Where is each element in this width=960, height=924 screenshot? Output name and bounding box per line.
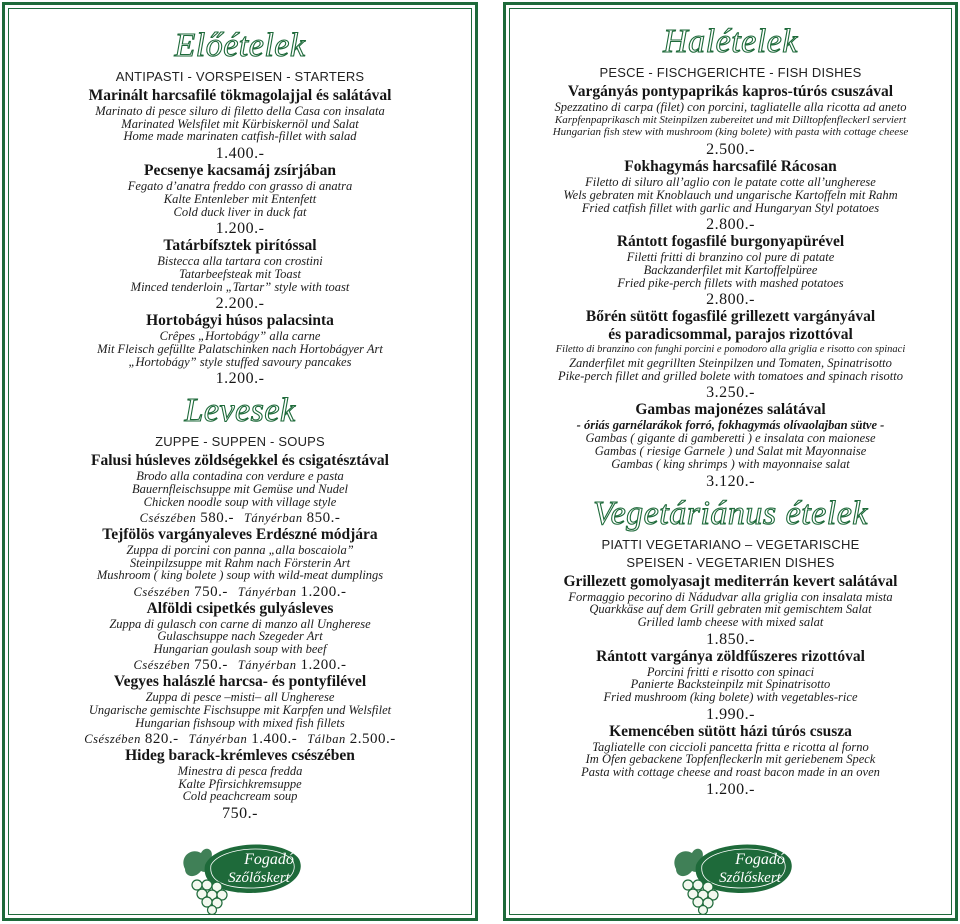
logo-text-line1: Fogadó [244, 851, 294, 868]
price-option [84, 730, 178, 747]
dish-description: Karpfenpaprikasch mit Steinpilzen zubereitet und mit Dilltopfenfleckerl serviert [554, 113, 907, 126]
dish-description: Marinated Welsfilet mit Kürbiskernöl und Salat [121, 116, 359, 131]
price-option [244, 509, 340, 526]
menu-item [516, 233, 945, 308]
price-option [140, 509, 234, 526]
dish-description: Pasta with cottage cheese and roast bacon made in an oven [581, 765, 880, 780]
menu-section [516, 492, 945, 798]
dish-description: Chicken noodle soup with village style [143, 494, 337, 509]
price-option [134, 583, 228, 600]
menu-section [15, 389, 465, 822]
menu-panel-left [2, 2, 478, 921]
menu-item [516, 83, 945, 158]
menu-item [516, 158, 945, 233]
price-value: 2.500.- [349, 730, 396, 747]
dish-description: Quarkkäse auf dem Grill gebraten mit gemischtem Salat [589, 602, 872, 617]
section-subtitle: PIATTI VEGETARIANO – VEGETARISCHE [601, 536, 860, 552]
dish-name: Hideg barack-krémleves csészében [125, 746, 355, 764]
dish-description: Im Ofen gebackene Topfenfleckerln mit geriebenem Speck [585, 752, 876, 767]
price-option [189, 730, 298, 747]
dish-description: Kalte Entenleber mit Entenfett [163, 191, 317, 206]
dish-name: Bőrén sütött fogasfilé grillezett vargányával [585, 308, 876, 326]
dish-description: „Hortobágy” style stuffed savoury pancakes [128, 354, 352, 369]
menu-item [15, 600, 465, 674]
dish-price: 1.400.- [215, 145, 265, 163]
dish-description: Gulaschsuppe nach Szegeder Art [157, 629, 323, 644]
dish-description: Mit Fleisch gefüllte Palatschinken nach Hortobágyer Art [97, 342, 383, 357]
dish-description: Cold duck liver in duck fat [173, 204, 307, 219]
dish-description: Gambas ( gigante di gamberetti ) e insalata con maionese [585, 431, 876, 446]
price-option [134, 656, 228, 673]
dish-description: Ungarische gemischte Fischsuppe mit Karpfen und Welsfilet [88, 702, 392, 717]
menu-section [516, 20, 945, 490]
dish-description: Bistecca alla tartara con crostini [157, 254, 323, 269]
price-value: 850.- [306, 510, 341, 527]
price-label: Csészében [139, 511, 197, 526]
panel-content [516, 20, 945, 798]
dish-name: Rántott fogasfilé burgonyapürével [616, 233, 845, 251]
price-value: 1.400.- [251, 730, 298, 747]
logo-text-line2: Szőlőskert [228, 870, 290, 886]
dish-price: 3.250.- [706, 384, 755, 402]
dish-name: Falusi húsleves zöldségekkel és csigatésztával [91, 452, 389, 470]
dish-description: Fried pike-perch fillets with mashed potatoes [617, 275, 844, 290]
dish-description: Home made marinaten catfish-fillet with salad [123, 129, 357, 144]
dish-name: Pecsenye kacsamáj zsírjában [144, 162, 336, 180]
section-subtitle: ZUPPE - SUPPEN - SOUPS [155, 434, 325, 450]
dish-name: Marinált harcsafilé tökmagolajjal és salátával [88, 87, 392, 104]
menu-item-list [15, 452, 465, 822]
restaurant-logo [175, 835, 305, 915]
dish-description: Zanderfilet mit gegrillten Steinpilzen und Tomaten, Spinatrisotto [569, 356, 892, 371]
menu-item [15, 673, 465, 747]
price-value: 820.- [144, 730, 179, 747]
dish-description: Fegato d’anatra freddo con grasso di anatra [127, 179, 353, 194]
price-value: 1.200.- [300, 657, 347, 674]
menu-item [516, 308, 945, 401]
dish-description: Bauernfleischsuppe mit Gemüse und Nudel [132, 482, 348, 497]
price-option [238, 583, 347, 600]
dish-name: Tejfölös vargányaleves Erdészné módjára [102, 526, 378, 544]
menu-item [516, 573, 945, 648]
menu-item [15, 237, 465, 312]
menu-item-list [516, 83, 945, 490]
dish-name: Rántott vargánya zöldfűszeres rizottóval [596, 647, 865, 665]
dish-description: Hungarian fish stew with mushroom (king bolete) with pasta with cottage cheese [552, 126, 909, 139]
logo-text-line2: Szőlőskert [718, 870, 781, 886]
menu-item-list [516, 573, 945, 798]
dish-price: 1.200.- [215, 220, 265, 238]
menu-item [15, 87, 465, 162]
dish-name: Gambas majonézes salátával [635, 401, 826, 419]
dish-description: Pike-perch fillet and grilled bolete with tomatoes and spinach risotto [558, 368, 903, 383]
dish-price: 1.850.- [706, 630, 755, 648]
dish-description: Gambas ( king shrimps ) with mayonnaise salat [611, 456, 850, 471]
dish-description: Kalte Pfirsichkremsuppe [178, 776, 302, 791]
dish-description: Brodo alla contadina con verdure e pasta [136, 469, 344, 484]
price-label: Csészében [133, 584, 191, 599]
dish-description: Tagliatelle con ciccioli pancetta fritta e ricotta al forno [592, 739, 869, 754]
dish-price-options [15, 584, 465, 600]
section-subtitle: PESCE - FISCHGERICHTE - FISH DISHES [599, 65, 862, 80]
dish-name: Tatárbífsztek pirítóssal [163, 237, 317, 255]
dish-description: Tatarbeefsteak mit Toast [178, 266, 301, 281]
menu-item [516, 723, 945, 798]
dish-name: Vargányás pontypaprikás kapros-túrós csuszával [567, 83, 894, 100]
dish-description: Panierte Backsteinpilz mit Spinatrisotto [630, 677, 831, 692]
price-option [238, 656, 347, 673]
dish-description: Gambas ( riesige Garnele ) und Salat mit Mayonnaise [594, 444, 867, 459]
menu-item [15, 312, 465, 387]
dish-description: Hungarian goulash soup with beef [153, 642, 327, 657]
dish-price: 1.200.- [706, 780, 755, 798]
dish-description: Fried mushroom (king bolete) with vegetables-rice [603, 690, 858, 705]
price-value: 580.- [200, 510, 234, 527]
dish-description: Crêpes „Hortobágy” alla carne [159, 329, 321, 344]
dish-price: 1.200.- [215, 370, 265, 388]
restaurant-logo [666, 835, 796, 915]
dish-name: Hortobágyi húsos palacsinta [146, 312, 334, 330]
dish-name: Kemencében sütött házi túrós csusza [609, 722, 852, 740]
dish-price: 2.500.- [706, 141, 755, 159]
section-subtitle: ANTIPASTI - VORSPEISEN - STARTERS [115, 69, 365, 84]
menu-item [15, 526, 465, 600]
menu-item-list [15, 87, 465, 387]
section-title: Levesek [184, 392, 296, 430]
menu-item [516, 648, 945, 723]
dish-name: és paradicsommal, parajos rizottóval [608, 326, 853, 344]
dish-name: Grillezett gomolyasajt mediterrán kevert salátával [563, 572, 898, 590]
price-label: Csészében [133, 658, 191, 673]
section-title: Vegetáriánus ételek [593, 494, 868, 532]
section-subtitle: SPEISEN - VEGETARIEN DISHES [626, 554, 835, 570]
dish-price: 3.120.- [706, 472, 755, 490]
dish-description: Zuppa di pesce –misti– all Ungherese [145, 690, 335, 705]
grape-cluster-icon [683, 880, 718, 915]
dish-name: Vegyes halászlé harcsa- és pontyfilével [113, 673, 367, 691]
dish-price: 750.- [222, 804, 258, 822]
dish-description: Backzanderfilet mit Kartoffelpüree [643, 262, 818, 277]
dish-description: Minced tenderloin „Tartar” style with toast [130, 279, 350, 294]
price-label: Tányérban [243, 511, 303, 526]
dish-price: 2.800.- [706, 291, 755, 309]
dish-description: Fried catfish fillet with garlic and Hungaryan Styl potatoes [581, 200, 880, 215]
dish-description: Mushroom ( king bolete ) soup with wild-meat dumplings [96, 568, 384, 583]
dish-description: Formaggio pecorino di Nádudvar alla griglia con insalata mista [568, 589, 893, 604]
price-option [307, 730, 395, 747]
dish-description: Zuppa di porcini con panna „alla boscaiola” [126, 543, 354, 558]
price-label: Tányérban [188, 731, 248, 746]
dish-description: Zuppa di gulasch con carne di manzo all Ungherese [109, 616, 371, 631]
dish-description: Filetto di branzino con funghi porcini e pomodoro alla griglia e risotto con spinaci [555, 344, 906, 356]
dish-description: Marinato di pesce siluro di filetto della Casa con insalata [95, 104, 385, 118]
menu-item [15, 162, 465, 237]
dish-description: Filetti fritti di branzino col pure di patate [626, 250, 835, 265]
dish-description: Minestra di pesca fredda [177, 763, 303, 778]
price-label: Tálban [307, 731, 346, 746]
dish-price-options [15, 731, 465, 747]
price-value: 750.- [194, 583, 228, 600]
section-title: Előételek [174, 27, 306, 64]
dish-price: 1.990.- [706, 705, 755, 723]
dish-price: 2.200.- [215, 295, 265, 313]
dish-description: Cold peachcream soup [182, 789, 298, 804]
grape-cluster-icon [192, 880, 227, 915]
menu-item [516, 401, 945, 489]
dish-description: Wels gebraten mit Knoblauch und ungarische Kartoffeln mit Rahm [563, 187, 898, 202]
dish-description: Filetto di siluro all’aglio con le patate cotte all’ungherese [585, 175, 876, 190]
dish-description: Hungarian fishsoup with mixed fish fillets [135, 715, 345, 730]
dish-price-options [15, 510, 465, 526]
price-value: 1.200.- [300, 583, 347, 600]
menu-panel-right [503, 2, 958, 921]
dish-description: Porcini fritti e risotto con spinaci [646, 664, 815, 679]
panel-content [15, 24, 465, 822]
menu-item [15, 747, 465, 822]
price-label: Tányérban [237, 584, 297, 599]
dish-price-options [15, 657, 465, 673]
price-label: Csészében [84, 731, 141, 746]
price-value: 750.- [194, 657, 228, 674]
dish-description: Spezzatino di carpa (filet) con porcini, tagliatelle alla ricotta ad aneto [554, 100, 907, 114]
logo-text-line1: Fogadó [734, 851, 785, 868]
dish-description: Steinpilzsuppe mit Rahm nach Försterin Art [129, 555, 351, 570]
section-title: Halételek [663, 23, 798, 60]
dish-description: Grilled lamb cheese with mixed salat [637, 614, 824, 629]
dish-note: - óriás garnélarákok forró, fokhagymás olívaolajban sütve - [576, 418, 885, 433]
menu-item [15, 452, 465, 526]
price-label: Tányérban [237, 658, 297, 673]
menu-section [15, 24, 465, 387]
dish-name: Alföldi csipetkés gulyásleves [146, 599, 334, 617]
dish-name: Fokhagymás harcsafilé Rácosan [624, 158, 837, 176]
dish-price: 2.800.- [706, 216, 755, 234]
